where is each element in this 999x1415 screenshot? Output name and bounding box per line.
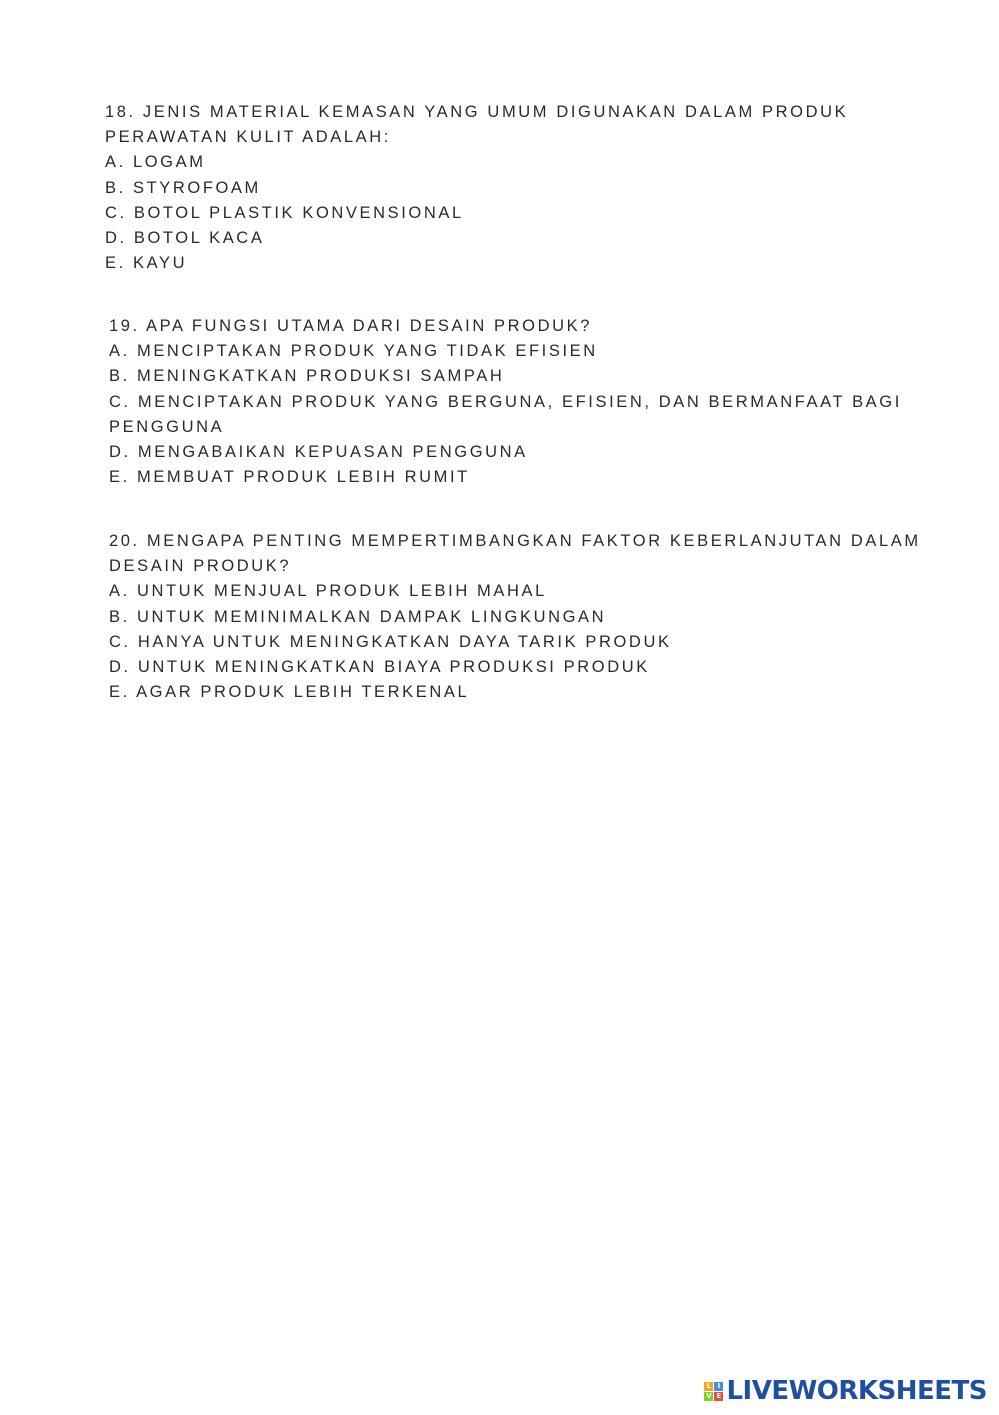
question-18-option-a: A. LOGAM — [105, 153, 206, 172]
question-18-option-c: C. BOTOL PLASTIK KONVENSIONAL — [105, 203, 464, 222]
question-20-line-1: 20. MENGAPA PENTING MEMPERTIMBANGKAN FAKTOR KEBERLANJUTAN DALAM — [109, 532, 921, 550]
question-20-option-a: A. UNTUK MENJUAL PRODUK LEBIH MAHAL — [109, 582, 547, 601]
logo-square-v: V — [706, 1391, 712, 1400]
question-18-option-d: D. BOTOL KACA — [105, 229, 265, 248]
logo-square-l: L — [704, 1382, 713, 1391]
logo-square-e: E — [714, 1392, 723, 1401]
question-18-option-e: E. KAYU — [105, 254, 188, 273]
question-19-option-c-cont: PENGGUNA — [109, 417, 225, 436]
question-19-option-e: E. MEMBUAT PRODUK LEBIH RUMIT — [109, 468, 470, 487]
question-18-option-b: B. STYROFOAM — [105, 178, 261, 197]
question-18-line-2: PERAWATAN KULIT ADALAH: — [105, 128, 391, 147]
question-19-option-c: C. MENCIPTAKAN PRODUK YANG BERGUNA, EFISIEN, DAN BERMANFAAT BAGI — [109, 392, 902, 411]
question-19 — [109, 314, 902, 490]
question-19-option-b: B. MENINGKATKAN PRODUKSI SAMPAH — [109, 367, 505, 386]
question-20-option-d: D. UNTUK MENINGKATKAN BIAYA PRODUKSI PRODUK — [109, 658, 650, 677]
liveworksheets-logo — [704, 1373, 987, 1409]
question-20-option-c: C. HANYA UNTUK MENINGKATKAN DAYA TARIK PRODUK — [109, 632, 672, 651]
question-20-option-b: B. UNTUK MEMINIMALKAN DAMPAK LINGKUNGAN — [109, 607, 607, 626]
question-18 — [105, 100, 848, 276]
liveworksheets-logo-text: LIVEWORKSHEETS — [726, 1376, 987, 1406]
question-19-line-1: 19. APA FUNGSI UTAMA DARI DESAIN PRODUK? — [109, 317, 592, 335]
question-19-option-d: D. MENGABAIKAN KEPUASAN PENGGUNA — [109, 443, 528, 462]
question-20 — [109, 529, 921, 705]
question-20-option-e: E. AGAR PRODUK LEBIH TERKENAL — [109, 683, 470, 702]
logo-square-i: I — [714, 1382, 723, 1391]
question-19-option-a: A. MENCIPTAKAN PRODUK YANG TIDAK EFISIEN — [109, 342, 598, 361]
question-20-line-2: DESAIN PRODUK? — [109, 557, 292, 576]
question-18-line-1: 18. JENIS MATERIAL KEMASAN YANG UMUM DIGUNAKAN DALAM PRODUK — [105, 103, 849, 121]
liveworksheets-logo-icon — [704, 1382, 723, 1401]
